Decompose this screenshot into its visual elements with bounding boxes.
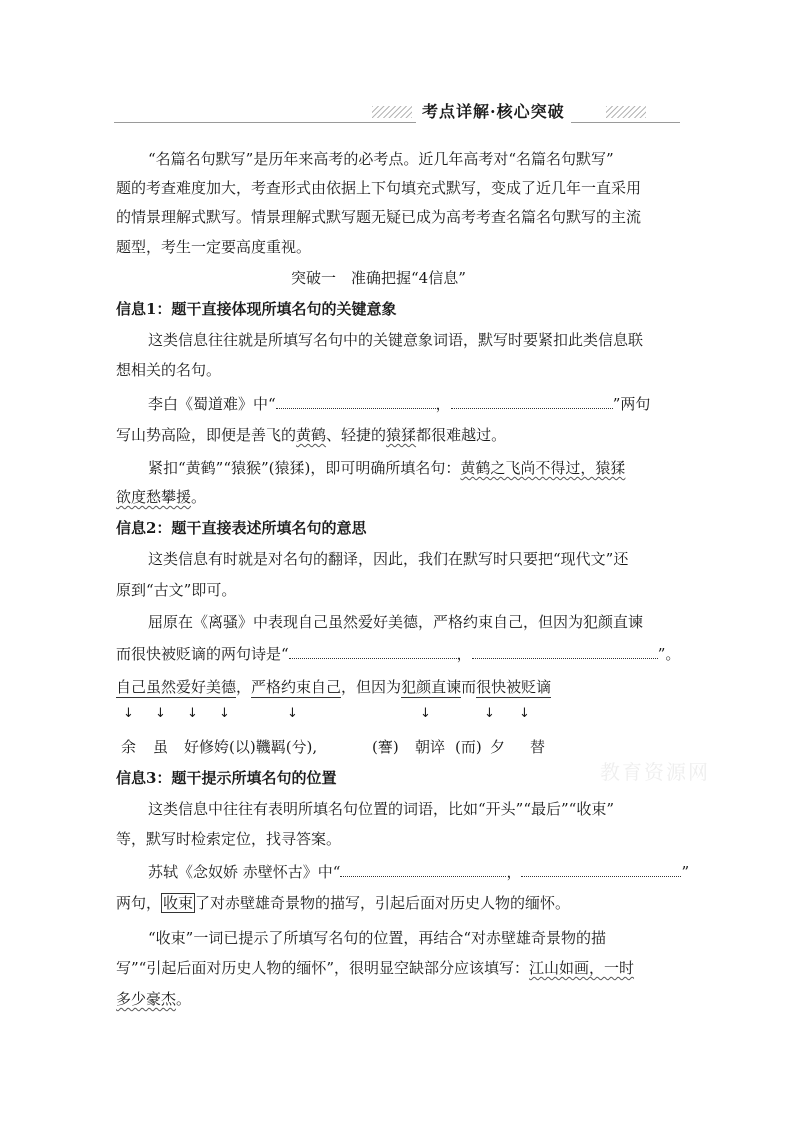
down-arrow-icon: ↓	[155, 706, 166, 721]
down-arrow-icon: ↓	[484, 706, 495, 721]
info1-example-line-2	[116, 425, 506, 445]
section-banner	[114, 100, 680, 126]
info2-para-line-2: 原到“古文”即可。	[116, 581, 237, 599]
banner-hatch-left	[372, 106, 412, 118]
info1-example-suffix: ”两句	[612, 395, 651, 413]
translation-word: (而)	[455, 738, 482, 756]
banner-rule	[114, 122, 680, 123]
translation-word: (謇)	[372, 738, 399, 756]
info2-para-line-1: 这类信息有时就是对名句的翻译，因此，我们在默写时只要把“现代文”还	[148, 550, 629, 568]
translation-word: 替	[530, 738, 546, 756]
down-arrow-icon: ↓	[187, 706, 198, 721]
info3-explain-line-2	[116, 958, 634, 978]
translation-word: 虽	[153, 738, 169, 756]
info1-answer-cont: 欲度愁攀援	[116, 488, 192, 506]
info1-heading: 信息1：题干直接体现所填名句的关键意象	[116, 300, 397, 318]
phrase-aihao-meide: 自己虽然爱好美德	[116, 678, 237, 696]
intro-line-4: 题型，考生一定要高度重视。	[116, 238, 312, 256]
phrase-beibianzhe: 很快被贬谪	[476, 678, 552, 696]
keyword-yuannao: 猿猱	[386, 426, 417, 444]
info1-para-line-1: 这类信息往往就是所填写名句中的关键意象词语，默写时要紧扣此类信息联	[148, 331, 644, 349]
fill-blank-4[interactable]	[472, 644, 658, 659]
info1-answer-line-2	[116, 487, 206, 507]
info1-answer-line-1	[148, 458, 625, 478]
phrase-yuanshu-ziji: 严格约束自己	[251, 678, 342, 696]
fill-blank-6[interactable]	[521, 862, 681, 877]
blank-separator: ，	[456, 645, 472, 663]
info3-example-line-1	[148, 862, 689, 882]
keyword-huanghe: 黄鹤	[296, 426, 327, 444]
info3-example-text: 了对赤壁雄奇景物的描写，引起后面对历史人物的缅怀。	[195, 894, 571, 912]
info1-answer: 黄鹤之飞尚不得过，猿猱	[460, 459, 626, 477]
down-arrow-icon: ↓	[123, 706, 134, 721]
fill-blank-3[interactable]	[289, 644, 457, 659]
intro-line-2: 题的考查难度加大，考查形式由依据上下句填充式默写，变成了近几年一直采用	[116, 179, 642, 197]
info3-example-prefix: 苏轼《念奴娇 赤壁怀古》中“	[148, 863, 341, 881]
info2-example-line-1: 屈原在《离骚》中表现自己虽然爱好美德，严格约束自己，但因为犯颜直谏	[148, 613, 644, 631]
info2-example-prefix: 而很快被贬谪的两句诗是“	[116, 645, 289, 663]
blank-separator: ，	[435, 395, 451, 413]
fill-blank-1[interactable]	[276, 394, 436, 409]
phrase-er: 而	[461, 678, 477, 696]
translation-word: 余	[121, 738, 137, 756]
period: 。	[191, 488, 207, 506]
translation-word: 好修姱(以)鞿羁(兮),	[184, 738, 318, 756]
down-arrow-icon: ↓	[519, 706, 530, 721]
fill-blank-5[interactable]	[340, 862, 506, 877]
watermark: 教育资源网	[600, 760, 710, 784]
info1-example-text-mid: 、轻捷的	[326, 426, 387, 444]
info1-example-prefix: 李白《蜀道难》中“	[148, 395, 276, 413]
translation-word: 夕	[490, 738, 506, 756]
info3-heading: 信息3：题干提示所填名句的位置	[116, 769, 337, 787]
info3-example-line-2	[116, 893, 570, 913]
down-arrow-icon: ↓	[420, 706, 431, 721]
info1-example-text-end: 都很难越过。	[416, 426, 507, 444]
info3-answer: 江山如画，一时	[529, 959, 635, 977]
info2-heading: 信息2：题干直接表述所填名句的意思	[116, 519, 367, 537]
info2-mapping-source	[116, 677, 551, 697]
info3-para-line-1: 这类信息中往往有表明所填名句位置的词语，比如“开头”“最后”“收束”	[148, 800, 615, 818]
period: 。	[176, 990, 192, 1008]
intro-line-3: 的情景理解式默写。情景理解式默写题无疑已成为高考考查名篇名句默写的主流	[116, 208, 642, 226]
banner-hatch-right	[606, 106, 646, 118]
fill-blank-2[interactable]	[451, 394, 613, 409]
down-arrow-icon: ↓	[219, 706, 230, 721]
info3-explain-text: 写”“引起后面对历史人物的缅怀”，很明显空缺部分应该填写：	[116, 959, 530, 977]
info3-explain-line-1: “收束”一词已提示了所填写名句的位置，再结合“对赤壁雄奇景物的描	[148, 929, 607, 947]
info1-answer-lead: 紧扣“黄鹤”“猿猴”(猿猱)，即可明确所填名句：	[148, 459, 461, 477]
section-title: 突破一 准确把握“4信息”	[291, 269, 466, 287]
info2-example-suffix: ”。	[657, 645, 681, 663]
info3-answer-cont: 多少豪杰	[116, 990, 177, 1008]
blank-separator: ，	[506, 863, 522, 881]
keyword-shoushu: 收束	[163, 894, 194, 912]
phrase-fanyan-zhijian: 犯颜直谏	[401, 678, 462, 696]
info3-example-lead: 两句，	[116, 894, 162, 912]
info1-example-text: 写山势高险，即便是善飞的	[116, 426, 297, 444]
info1-para-line-2: 想相关的名句。	[116, 361, 222, 379]
info3-para-line-2: 等，默写时检索定位，找寻答案。	[116, 830, 342, 848]
phrase-connector: ，但因为	[341, 678, 402, 696]
intro-line-1: “名篇名句默写”是历年来高考的必考点。近几年高考对“名篇名句默写”	[148, 150, 614, 168]
info3-explain-line-3	[116, 989, 191, 1009]
banner-title: 考点详解·核心突破	[416, 100, 571, 124]
translation-word: 朝谇	[415, 738, 446, 756]
info3-example-suffix: ”	[681, 863, 690, 881]
info2-example-line-2	[116, 644, 680, 664]
comma: ，	[236, 678, 252, 696]
down-arrow-icon: ↓	[287, 706, 298, 721]
info1-example-line-1	[148, 394, 650, 414]
